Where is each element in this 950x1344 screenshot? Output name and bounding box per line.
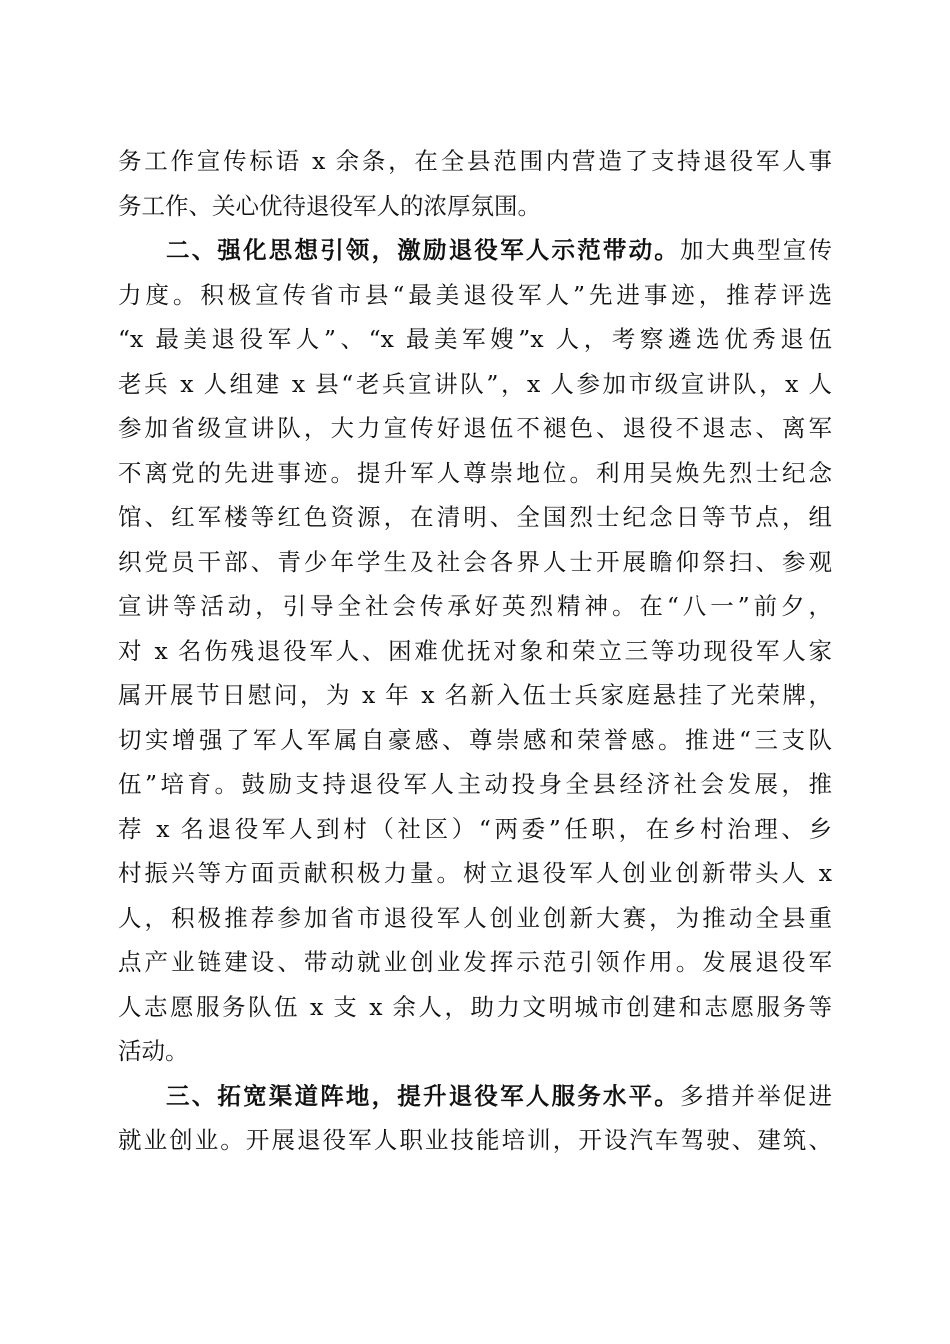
section-title: 三、拓宽渠道阵地，提升退役军人服务水平。 [166,1081,680,1110]
text-line [118,584,832,629]
text-line [118,317,832,362]
text-line [118,451,832,496]
line-text: 务工作宣传标语 x 余条，在全县范围内营造了支持退役军人事 [118,147,832,175]
line-text: 对 x 名伤残退役军人、困难优抚对象和荣立三等功现役军人家 [118,636,832,665]
section-title: 二、强化思想引领，激励退役军人示范带动。 [166,236,680,264]
text-line [118,495,832,540]
text-line [118,184,832,229]
line-text: 馆、红军楼等红色资源，在清明、全国烈士纪念日等节点，组 [118,503,832,531]
line-text: 点产业链建设、带动就业创业发挥示范引领作用。发展退役军 [118,948,832,976]
line-text: 人，积极推荐参加省市退役军人创业创新大赛，为推动全县重 [118,903,832,932]
text-line [118,985,832,1030]
line-text: 属开展节日慰问，为 x 年 x 名新入伍士兵家庭悬挂了光荣牌， [118,681,832,709]
line-text: 力度。积极宣传省市县“最美退役军人”先进事迹，推荐评选 [118,280,832,309]
text-line [118,362,832,407]
line-text: 切实增强了军人军属自豪感、尊崇感和荣誉感。推进“三支队 [118,725,832,754]
text-line [118,1118,832,1163]
line-text: 参加省级宣讲队，大力宣传好退伍不褪色、退役不退志、离军 [118,414,832,442]
line-text: 不离党的先进事迹。提升军人尊崇地位。利用吴焕先烈士纪念 [118,458,832,487]
text-line [118,673,832,718]
section-heading-3 [118,1074,832,1119]
text-line [118,629,832,674]
line-text: 荐 x 名退役军人到村（社区）“两委”任职，在乡村治理、乡 [118,814,832,843]
text-line [118,851,832,896]
text-line [118,940,832,985]
line-text: 加大典型宣传 [680,236,832,264]
line-text: 织党员干部、青少年学生及社会各界人士开展瞻仰祭扫、参观 [118,547,832,576]
section-heading-2 [118,228,832,273]
line-text: 老兵 x 人组建 x 县“老兵宣讲队”，x 人参加市级宣讲队，x 人 [118,369,832,398]
text-line [118,139,832,184]
text-line [118,807,832,852]
text-line [118,896,832,941]
line-text: 伍”培育。鼓励支持退役军人主动投身全县经济社会发展，推 [118,770,832,798]
text-line [118,406,832,451]
text-line [118,540,832,585]
line-text: 活动。 [118,1037,189,1065]
text-line [118,1029,832,1074]
line-text: “x 最美退役军人”、“x 最美军嫂”x 人，考察遴选优秀退伍 [118,325,832,353]
line-text: 宣讲等活动，引导全社会传承好英烈精神。在“八一”前夕， [118,592,832,620]
line-text: 人志愿服务队伍 x 支 x 余人，助力文明城市创建和志愿服务等 [118,992,832,1021]
document-page [118,139,832,1163]
line-text: 村振兴等方面贡献积极力量。树立退役军人创业创新带头人 x [118,859,832,887]
text-line [118,762,832,807]
text-line [118,718,832,763]
line-text: 多措并举促进 [680,1081,832,1110]
line-text: 务工作、关心优待退役军人的浓厚氛围。 [118,191,541,220]
text-line [118,273,832,318]
line-text: 就业创业。开展退役军人职业技能培训，开设汽车驾驶、建筑、 [118,1126,832,1154]
